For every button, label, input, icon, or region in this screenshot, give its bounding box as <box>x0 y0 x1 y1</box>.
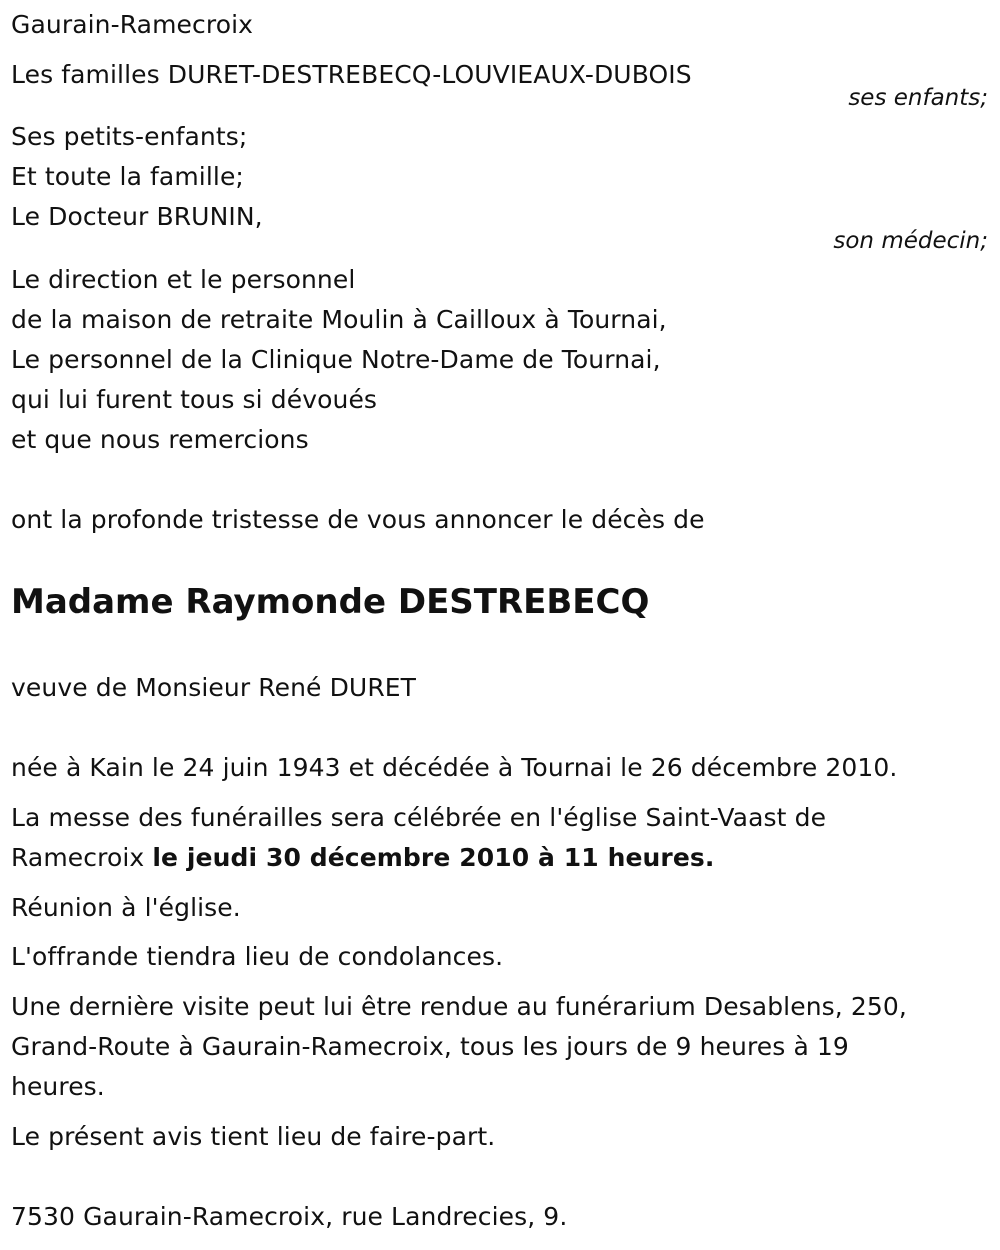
place-heading: Gaurain-Ramecroix <box>11 10 254 39</box>
announcement-line: ont la profonde tristesse de vous annoncer le décès de <box>11 505 705 534</box>
visit-line-1: Une dernière visite peut lui être rendue au funérarium Desablens, 250, <box>11 992 907 1021</box>
thanks-line-1: Le direction et le personnel <box>11 265 356 294</box>
funeral-line-1: La messe des funérailles sera célébrée en l'église Saint-Vaast de <box>11 803 827 832</box>
families-line: Les familles DURET-DESTREBECQ-LOUVIEAUX-DUBOIS <box>11 60 692 89</box>
doctor-role: son médecin; <box>833 228 988 254</box>
thanks-line-4: qui lui furent tous si dévoués <box>11 385 378 414</box>
notice-line: Le présent avis tient lieu de faire-part. <box>11 1122 496 1151</box>
meeting-line: Réunion à l'église. <box>11 893 241 922</box>
address-line: 7530 Gaurain-Ramecroix, rue Landrecies, 9. <box>11 1202 568 1231</box>
thanks-line-3: Le personnel de la Clinique Notre-Dame de Tournai, <box>11 345 661 374</box>
thanks-line-2: de la maison de retraite Moulin à Cailloux à Tournai, <box>11 305 667 334</box>
funeral-line-2 <box>11 838 714 878</box>
whole-family-line: Et toute la famille; <box>11 162 244 191</box>
birth-death-line: née à Kain le 24 juin 1943 et décédée à Tournai le 26 décembre 2010. <box>11 753 898 782</box>
grandchildren-line: Ses petits-enfants; <box>11 122 248 151</box>
widow-of-line: veuve de Monsieur René DURET <box>11 673 417 702</box>
deceased-name: Madame Raymonde DESTREBECQ <box>11 582 650 622</box>
visit-line-3: heures. <box>11 1072 105 1101</box>
children-role: ses enfants; <box>848 85 988 111</box>
funeral-date-time: le jeudi 30 décembre 2010 à 11 heures. <box>152 843 715 872</box>
offering-line: L'offrande tiendra lieu de condolances. <box>11 942 504 971</box>
thanks-line-5: et que nous remercions <box>11 425 309 454</box>
funeral-place: Ramecroix <box>11 843 153 872</box>
visit-line-2: Grand-Route à Gaurain-Ramecroix, tous les jours de 9 heures à 19 <box>11 1032 849 1061</box>
doctor-line: Le Docteur BRUNIN, <box>11 202 263 231</box>
